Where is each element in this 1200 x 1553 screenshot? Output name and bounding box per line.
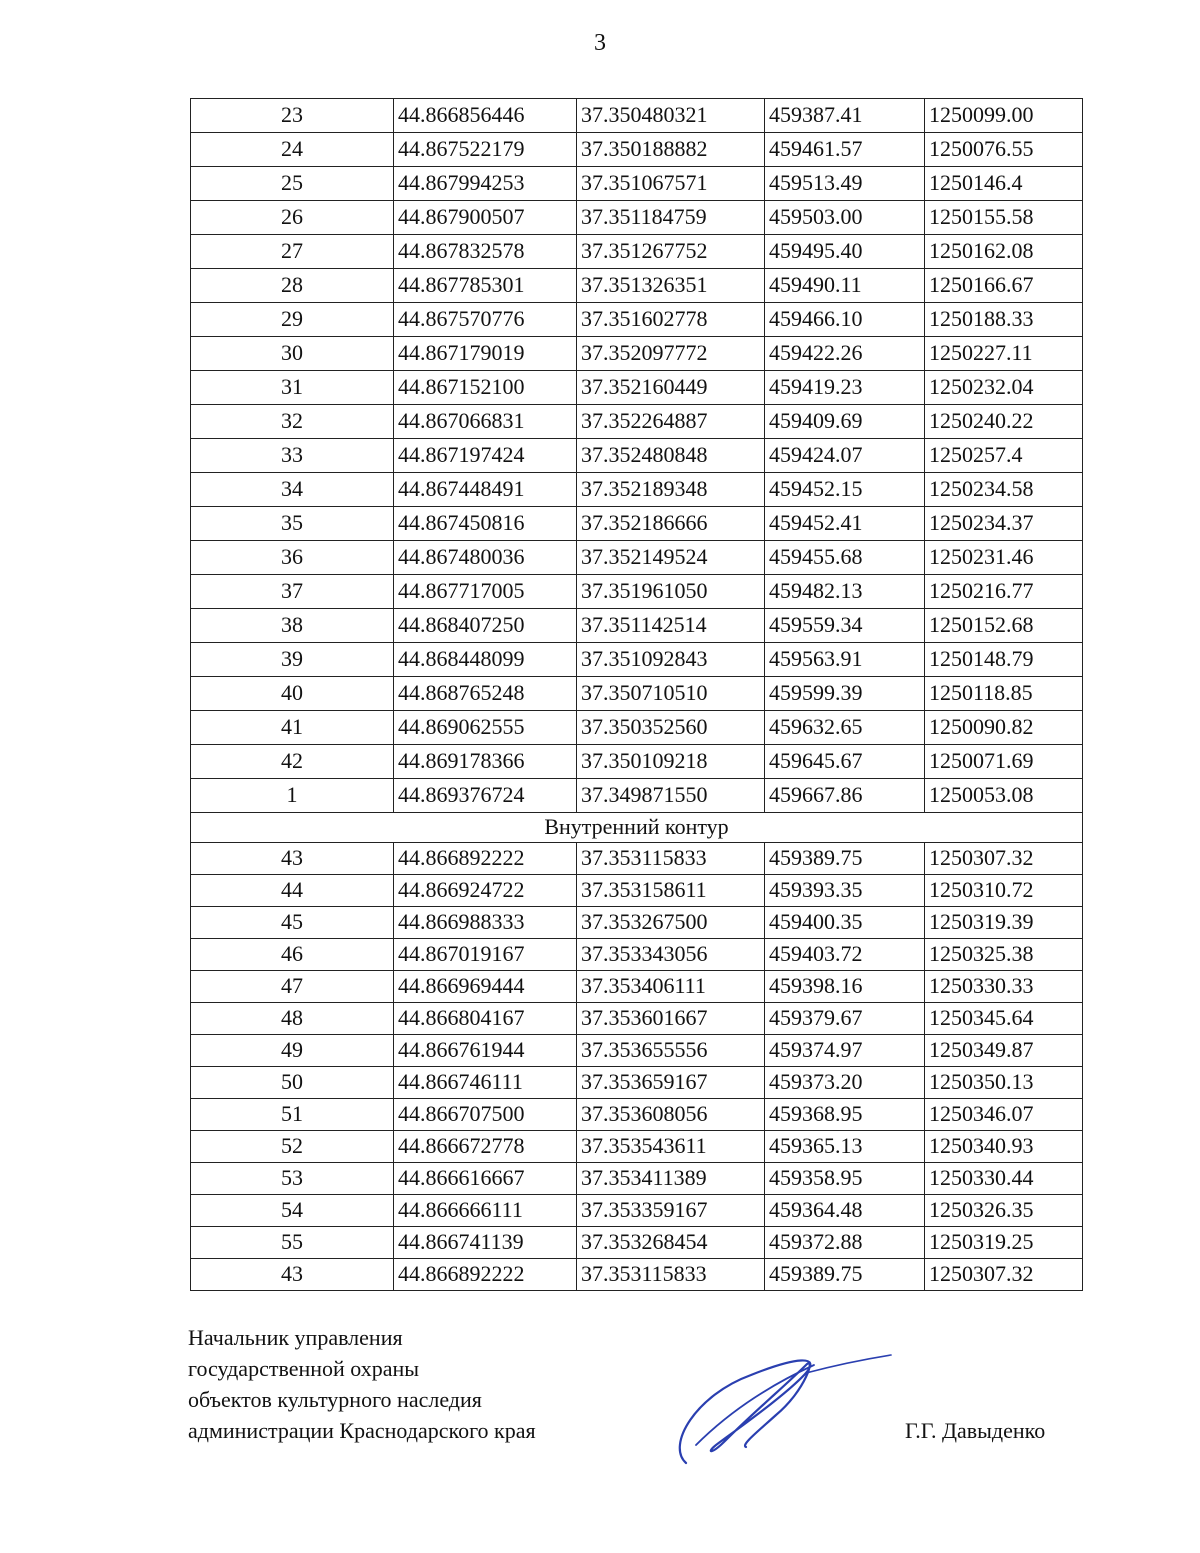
table-row: [191, 1195, 1083, 1227]
table-row: [191, 167, 1083, 201]
table-row: [191, 677, 1083, 711]
table-row: [191, 745, 1083, 779]
latitude-cell: 44.867900507: [394, 201, 577, 235]
position-line-1: Начальник управления: [188, 1325, 403, 1350]
longitude-cell: 37.353543611: [577, 1131, 765, 1163]
longitude-cell: 37.353268454: [577, 1227, 765, 1259]
table-row: [191, 473, 1083, 507]
x-coordinate-cell: 459599.39: [765, 677, 925, 711]
latitude-cell: 44.867066831: [394, 405, 577, 439]
x-coordinate-cell: 459455.68: [765, 541, 925, 575]
point-number: 39: [191, 643, 394, 677]
page-number: 3: [594, 30, 606, 56]
point-number: 26: [191, 201, 394, 235]
y-coordinate-cell: 1250326.35: [925, 1195, 1083, 1227]
y-coordinate-cell: 1250346.07: [925, 1099, 1083, 1131]
point-number: 52: [191, 1131, 394, 1163]
latitude-cell: 44.868765248: [394, 677, 577, 711]
point-number: 37: [191, 575, 394, 609]
x-coordinate-cell: 459400.35: [765, 907, 925, 939]
longitude-cell: 37.349871550: [577, 779, 765, 813]
latitude-cell: 44.867197424: [394, 439, 577, 473]
longitude-cell: 37.350352560: [577, 711, 765, 745]
table-row: [191, 1259, 1083, 1291]
x-coordinate-cell: 459513.49: [765, 167, 925, 201]
y-coordinate-cell: 1250330.33: [925, 971, 1083, 1003]
outer-contour-rows: [191, 99, 1083, 813]
longitude-cell: 37.351067571: [577, 167, 765, 201]
y-coordinate-cell: 1250345.64: [925, 1003, 1083, 1035]
table-row: [191, 843, 1083, 875]
table-row: [191, 1099, 1083, 1131]
latitude-cell: 44.867019167: [394, 939, 577, 971]
x-coordinate-cell: 459490.11: [765, 269, 925, 303]
latitude-cell: 44.867570776: [394, 303, 577, 337]
table-row: [191, 303, 1083, 337]
y-coordinate-cell: 1250152.68: [925, 609, 1083, 643]
y-coordinate-cell: 1250232.04: [925, 371, 1083, 405]
x-coordinate-cell: 459466.10: [765, 303, 925, 337]
y-coordinate-cell: 1250076.55: [925, 133, 1083, 167]
point-number: 44: [191, 875, 394, 907]
y-coordinate-cell: 1250227.11: [925, 337, 1083, 371]
x-coordinate-cell: 459461.57: [765, 133, 925, 167]
point-number: 55: [191, 1227, 394, 1259]
point-number: 23: [191, 99, 394, 133]
table-row: [191, 1131, 1083, 1163]
latitude-cell: 44.867717005: [394, 575, 577, 609]
latitude-cell: 44.867480036: [394, 541, 577, 575]
point-number: 40: [191, 677, 394, 711]
table-row: [191, 439, 1083, 473]
longitude-cell: 37.353359167: [577, 1195, 765, 1227]
latitude-cell: 44.868448099: [394, 643, 577, 677]
latitude-cell: 44.866616667: [394, 1163, 577, 1195]
x-coordinate-cell: 459409.69: [765, 405, 925, 439]
x-coordinate-cell: 459398.16: [765, 971, 925, 1003]
point-number: 49: [191, 1035, 394, 1067]
point-number: 24: [191, 133, 394, 167]
table-row: [191, 541, 1083, 575]
point-number: 31: [191, 371, 394, 405]
latitude-cell: 44.866746111: [394, 1067, 577, 1099]
longitude-cell: 37.353406111: [577, 971, 765, 1003]
longitude-cell: 37.353115833: [577, 1259, 765, 1291]
y-coordinate-cell: 1250216.77: [925, 575, 1083, 609]
position-line-4: администрации Краснодарского края: [188, 1418, 536, 1443]
inner-contour-title: Внутренний контур: [191, 813, 1083, 843]
latitude-cell: 44.867832578: [394, 235, 577, 269]
x-coordinate-cell: 459563.91: [765, 643, 925, 677]
point-number: 43: [191, 1259, 394, 1291]
latitude-cell: 44.866741139: [394, 1227, 577, 1259]
longitude-cell: 37.352097772: [577, 337, 765, 371]
y-coordinate-cell: 1250319.25: [925, 1227, 1083, 1259]
table-row: [191, 235, 1083, 269]
table-row: [191, 575, 1083, 609]
table-row: [191, 1227, 1083, 1259]
inner-contour-rows: [191, 843, 1083, 1291]
latitude-cell: 44.867179019: [394, 337, 577, 371]
longitude-cell: 37.351267752: [577, 235, 765, 269]
point-number: 50: [191, 1067, 394, 1099]
position-line-2: государственной охраны: [188, 1356, 420, 1381]
longitude-cell: 37.352264887: [577, 405, 765, 439]
y-coordinate-cell: 1250146.4: [925, 167, 1083, 201]
point-number: 46: [191, 939, 394, 971]
latitude-cell: 44.869376724: [394, 779, 577, 813]
table-row: [191, 907, 1083, 939]
latitude-cell: 44.867785301: [394, 269, 577, 303]
table-row: [191, 405, 1083, 439]
longitude-cell: 37.353411389: [577, 1163, 765, 1195]
longitude-cell: 37.353158611: [577, 875, 765, 907]
longitude-cell: 37.352160449: [577, 371, 765, 405]
x-coordinate-cell: 459373.20: [765, 1067, 925, 1099]
table-row: [191, 337, 1083, 371]
point-number: 35: [191, 507, 394, 541]
y-coordinate-cell: 1250350.13: [925, 1067, 1083, 1099]
latitude-cell: 44.866892222: [394, 1259, 577, 1291]
x-coordinate-cell: 459389.75: [765, 843, 925, 875]
table-row: [191, 971, 1083, 1003]
point-number: 53: [191, 1163, 394, 1195]
handwritten-signature: [656, 1335, 896, 1475]
latitude-cell: 44.867994253: [394, 167, 577, 201]
y-coordinate-cell: 1250155.58: [925, 201, 1083, 235]
table-row: [191, 1003, 1083, 1035]
y-coordinate-cell: 1250118.85: [925, 677, 1083, 711]
table-row: [191, 1067, 1083, 1099]
latitude-cell: 44.866892222: [394, 843, 577, 875]
point-number: 33: [191, 439, 394, 473]
longitude-cell: 37.353659167: [577, 1067, 765, 1099]
table-row: [191, 711, 1083, 745]
y-coordinate-cell: 1250234.37: [925, 507, 1083, 541]
latitude-cell: 44.867448491: [394, 473, 577, 507]
longitude-cell: 37.353601667: [577, 1003, 765, 1035]
point-number: 43: [191, 843, 394, 875]
x-coordinate-cell: 459389.75: [765, 1259, 925, 1291]
signatory-position: [188, 1322, 536, 1446]
y-coordinate-cell: 1250188.33: [925, 303, 1083, 337]
x-coordinate-cell: 459495.40: [765, 235, 925, 269]
table-row: [191, 643, 1083, 677]
signer-name: Г.Г. Давыденко: [905, 1418, 1046, 1443]
longitude-cell: 37.351326351: [577, 269, 765, 303]
point-number: 28: [191, 269, 394, 303]
longitude-cell: 37.350480321: [577, 99, 765, 133]
point-number: 42: [191, 745, 394, 779]
latitude-cell: 44.868407250: [394, 609, 577, 643]
x-coordinate-cell: 459503.00: [765, 201, 925, 235]
longitude-cell: 37.350109218: [577, 745, 765, 779]
latitude-cell: 44.866856446: [394, 99, 577, 133]
x-coordinate-cell: 459379.67: [765, 1003, 925, 1035]
longitude-cell: 37.351602778: [577, 303, 765, 337]
x-coordinate-cell: 459403.72: [765, 939, 925, 971]
coordinates-table: [190, 98, 1083, 1291]
table-row: [191, 609, 1083, 643]
table-row: [191, 1035, 1083, 1067]
point-number: 30: [191, 337, 394, 371]
longitude-cell: 37.352189348: [577, 473, 765, 507]
y-coordinate-cell: 1250319.39: [925, 907, 1083, 939]
x-coordinate-cell: 459365.13: [765, 1131, 925, 1163]
latitude-cell: 44.867522179: [394, 133, 577, 167]
latitude-cell: 44.869062555: [394, 711, 577, 745]
x-coordinate-cell: 459419.23: [765, 371, 925, 405]
latitude-cell: 44.869178366: [394, 745, 577, 779]
longitude-cell: 37.352480848: [577, 439, 765, 473]
longitude-cell: 37.350710510: [577, 677, 765, 711]
latitude-cell: 44.866666111: [394, 1195, 577, 1227]
table-row: [191, 779, 1083, 813]
y-coordinate-cell: 1250053.08: [925, 779, 1083, 813]
latitude-cell: 44.866761944: [394, 1035, 577, 1067]
x-coordinate-cell: 459368.95: [765, 1099, 925, 1131]
point-number: 51: [191, 1099, 394, 1131]
point-number: 36: [191, 541, 394, 575]
x-coordinate-cell: 459667.86: [765, 779, 925, 813]
latitude-cell: 44.866988333: [394, 907, 577, 939]
x-coordinate-cell: 459632.65: [765, 711, 925, 745]
longitude-cell: 37.353608056: [577, 1099, 765, 1131]
table-row: [191, 507, 1083, 541]
longitude-cell: 37.351184759: [577, 201, 765, 235]
point-number: 47: [191, 971, 394, 1003]
y-coordinate-cell: 1250325.38: [925, 939, 1083, 971]
table-row: [191, 99, 1083, 133]
table-row: [191, 133, 1083, 167]
section-header-row: [191, 813, 1083, 843]
x-coordinate-cell: 459364.48: [765, 1195, 925, 1227]
latitude-cell: 44.866804167: [394, 1003, 577, 1035]
point-number: 41: [191, 711, 394, 745]
latitude-cell: 44.866969444: [394, 971, 577, 1003]
x-coordinate-cell: 459372.88: [765, 1227, 925, 1259]
table-row: [191, 875, 1083, 907]
x-coordinate-cell: 459559.34: [765, 609, 925, 643]
table-row: [191, 939, 1083, 971]
point-number: 54: [191, 1195, 394, 1227]
x-coordinate-cell: 459452.41: [765, 507, 925, 541]
longitude-cell: 37.352186666: [577, 507, 765, 541]
x-coordinate-cell: 459422.26: [765, 337, 925, 371]
y-coordinate-cell: 1250099.00: [925, 99, 1083, 133]
point-number: 1: [191, 779, 394, 813]
latitude-cell: 44.867450816: [394, 507, 577, 541]
longitude-cell: 37.350188882: [577, 133, 765, 167]
point-number: 29: [191, 303, 394, 337]
longitude-cell: 37.353655556: [577, 1035, 765, 1067]
longitude-cell: 37.351961050: [577, 575, 765, 609]
longitude-cell: 37.351142514: [577, 609, 765, 643]
y-coordinate-cell: 1250310.72: [925, 875, 1083, 907]
y-coordinate-cell: 1250307.32: [925, 1259, 1083, 1291]
y-coordinate-cell: 1250340.93: [925, 1131, 1083, 1163]
point-number: 25: [191, 167, 394, 201]
latitude-cell: 44.866707500: [394, 1099, 577, 1131]
latitude-cell: 44.867152100: [394, 371, 577, 405]
x-coordinate-cell: 459374.97: [765, 1035, 925, 1067]
x-coordinate-cell: 459645.67: [765, 745, 925, 779]
table-row: [191, 201, 1083, 235]
x-coordinate-cell: 459393.35: [765, 875, 925, 907]
point-number: 48: [191, 1003, 394, 1035]
y-coordinate-cell: 1250231.46: [925, 541, 1083, 575]
y-coordinate-cell: 1250234.58: [925, 473, 1083, 507]
x-coordinate-cell: 459358.95: [765, 1163, 925, 1195]
y-coordinate-cell: 1250166.67: [925, 269, 1083, 303]
y-coordinate-cell: 1250330.44: [925, 1163, 1083, 1195]
y-coordinate-cell: 1250148.79: [925, 643, 1083, 677]
y-coordinate-cell: 1250090.82: [925, 711, 1083, 745]
point-number: 45: [191, 907, 394, 939]
longitude-cell: 37.353343056: [577, 939, 765, 971]
table-row: [191, 1163, 1083, 1195]
longitude-cell: 37.351092843: [577, 643, 765, 677]
point-number: 32: [191, 405, 394, 439]
x-coordinate-cell: 459424.07: [765, 439, 925, 473]
longitude-cell: 37.353267500: [577, 907, 765, 939]
y-coordinate-cell: 1250349.87: [925, 1035, 1083, 1067]
y-coordinate-cell: 1250307.32: [925, 843, 1083, 875]
longitude-cell: 37.353115833: [577, 843, 765, 875]
y-coordinate-cell: 1250257.4: [925, 439, 1083, 473]
x-coordinate-cell: 459452.15: [765, 473, 925, 507]
latitude-cell: 44.866672778: [394, 1131, 577, 1163]
latitude-cell: 44.866924722: [394, 875, 577, 907]
position-line-3: объектов культурного наследия: [188, 1387, 482, 1412]
x-coordinate-cell: 459482.13: [765, 575, 925, 609]
table-row: [191, 371, 1083, 405]
y-coordinate-cell: 1250071.69: [925, 745, 1083, 779]
point-number: 38: [191, 609, 394, 643]
table-row: [191, 269, 1083, 303]
longitude-cell: 37.352149524: [577, 541, 765, 575]
point-number: 34: [191, 473, 394, 507]
x-coordinate-cell: 459387.41: [765, 99, 925, 133]
y-coordinate-cell: 1250162.08: [925, 235, 1083, 269]
point-number: 27: [191, 235, 394, 269]
y-coordinate-cell: 1250240.22: [925, 405, 1083, 439]
